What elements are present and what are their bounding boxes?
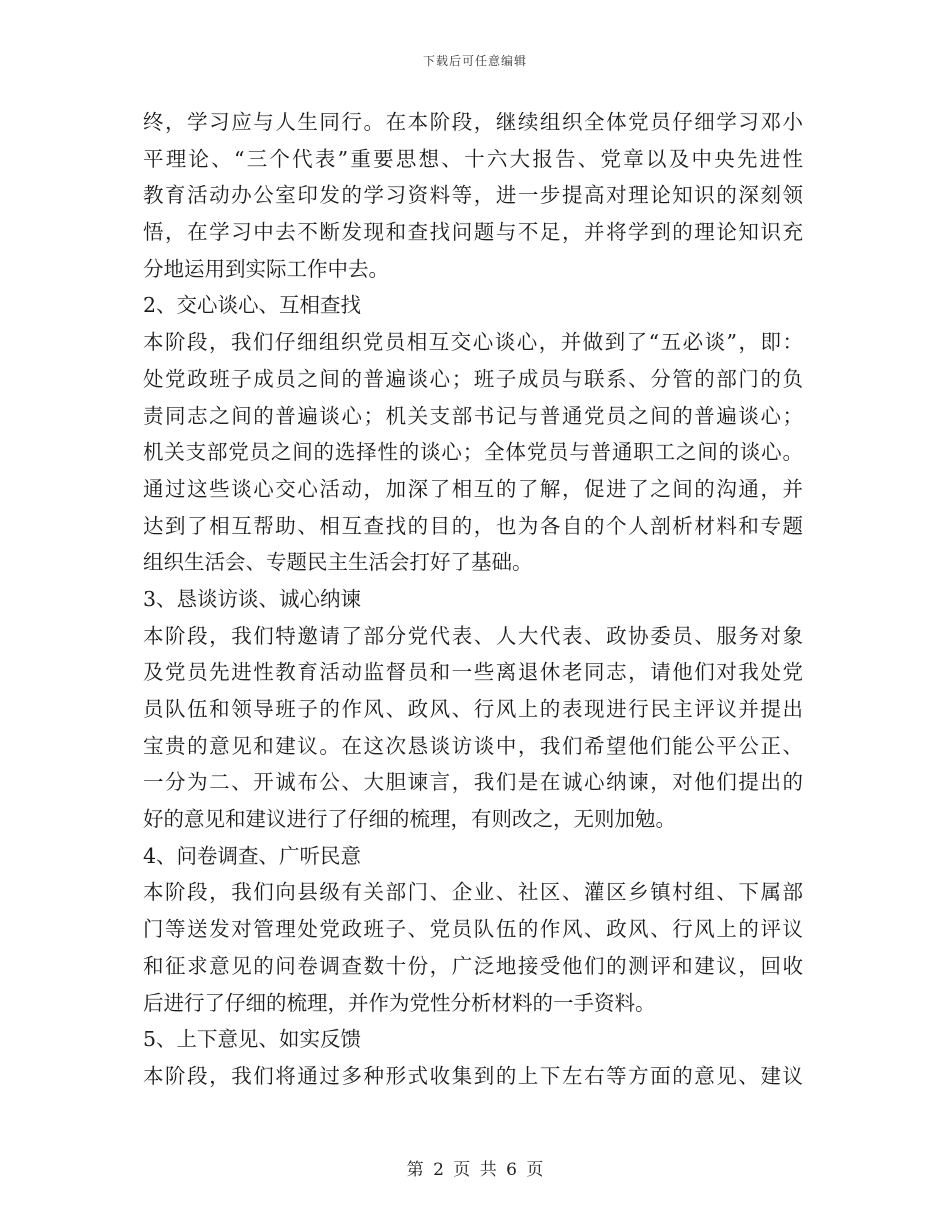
paragraph-line: 好的意见和建议进行了仔细的梳理，有则改之，无则加勉。 (143, 807, 676, 832)
paragraph-line: 组织生活会、专题民主生活会打好了基础。 (143, 550, 533, 575)
paragraph-line: 宝贵的意见和建议。在这次恳谈访谈中，我们希望他们能公平公正、 (143, 733, 803, 758)
section-heading: 3、恳谈访谈、诚心纳谏 (143, 586, 362, 611)
paragraph-line: 平理论、“三个代表”重要思想、十六大报告、党章以及中央先进性 (143, 146, 803, 171)
paragraph-line: 门等送发对管理处党政班子、党员队伍的作风、政风、行风上的评议 (143, 917, 803, 942)
paragraph-line: 教育活动办公室印发的学习资料等，进一步提高对理论知识的深刻领 (143, 183, 803, 208)
paragraph-line: 悟，在学习中去不断发现和查找问题与不足，并将学到的理论知识充 (143, 220, 803, 245)
paragraph-line: 分地运用到实际工作中去。 (143, 256, 389, 281)
paragraph-line: 员队伍和领导班子的作风、政风、行风上的表现进行民主评议并提出 (143, 697, 803, 721)
paragraph-line: 达到了相互帮助、相互查找的目的，也为各自的个人剖析材料和专题 (143, 513, 803, 538)
section-heading: 5、上下意见、如实反馈 (143, 1027, 362, 1052)
paragraph-line: 通过这些谈心交心活动，加深了相互的了解，促进了之间的沟通，并 (143, 476, 803, 501)
paragraph-line: 后进行了仔细的梳理，并作为党性分析材料的一手资料。 (143, 990, 656, 1015)
page-footer: 第 2 页 共 6 页 (406, 1160, 544, 1180)
document-body (143, 104, 803, 1095)
section-heading: 4、问卷调查、广听民意 (143, 843, 362, 868)
paragraph-line: 本阶段，我们将通过多种形式收集到的上下左右等方面的意见、建议 (143, 1063, 803, 1088)
paragraph-line: 机关支部党员之间的选择性的谈心；全体党员与普通职工之间的谈心。 (143, 440, 803, 465)
paragraph-line: 及党员先进性教育活动监督员和一些离退休老同志，请他们对我处党 (143, 660, 803, 685)
page-header: 下载后可任意编辑 (422, 54, 527, 68)
paragraph-line: 一分为二、开诚布公、大胆谏言，我们是在诚心纳谏，对他们提出的 (143, 770, 803, 795)
paragraph-line: 本阶段，我们向县级有关部门、企业、社区、灌区乡镇村组、下属部 (143, 880, 803, 905)
paragraph-line: 和征求意见的问卷调查数十份，广泛地接受他们的测评和建议，回收 (143, 953, 803, 978)
paragraph-line: 本阶段，我们仔细组织党员相互交心谈心，并做到了“五必谈”，即： (143, 330, 803, 355)
paragraph-line: 终，学习应与人生同行。在本阶段，继续组织全体党员仔细学习邓小 (143, 110, 803, 134)
paragraph-line: 本阶段，我们特邀请了部分党代表、人大代表、政协委员、服务对象 (143, 623, 803, 648)
paragraph-line: 处党政班子成员之间的普遍谈心；班子成员与联系、分管的部门的负 (143, 366, 803, 391)
section-heading: 2、交心谈心、互相查找 (143, 293, 362, 318)
paragraph-line: 责同志之间的普遍谈心；机关支部书记与普通党员之间的普遍谈心； (143, 403, 803, 428)
